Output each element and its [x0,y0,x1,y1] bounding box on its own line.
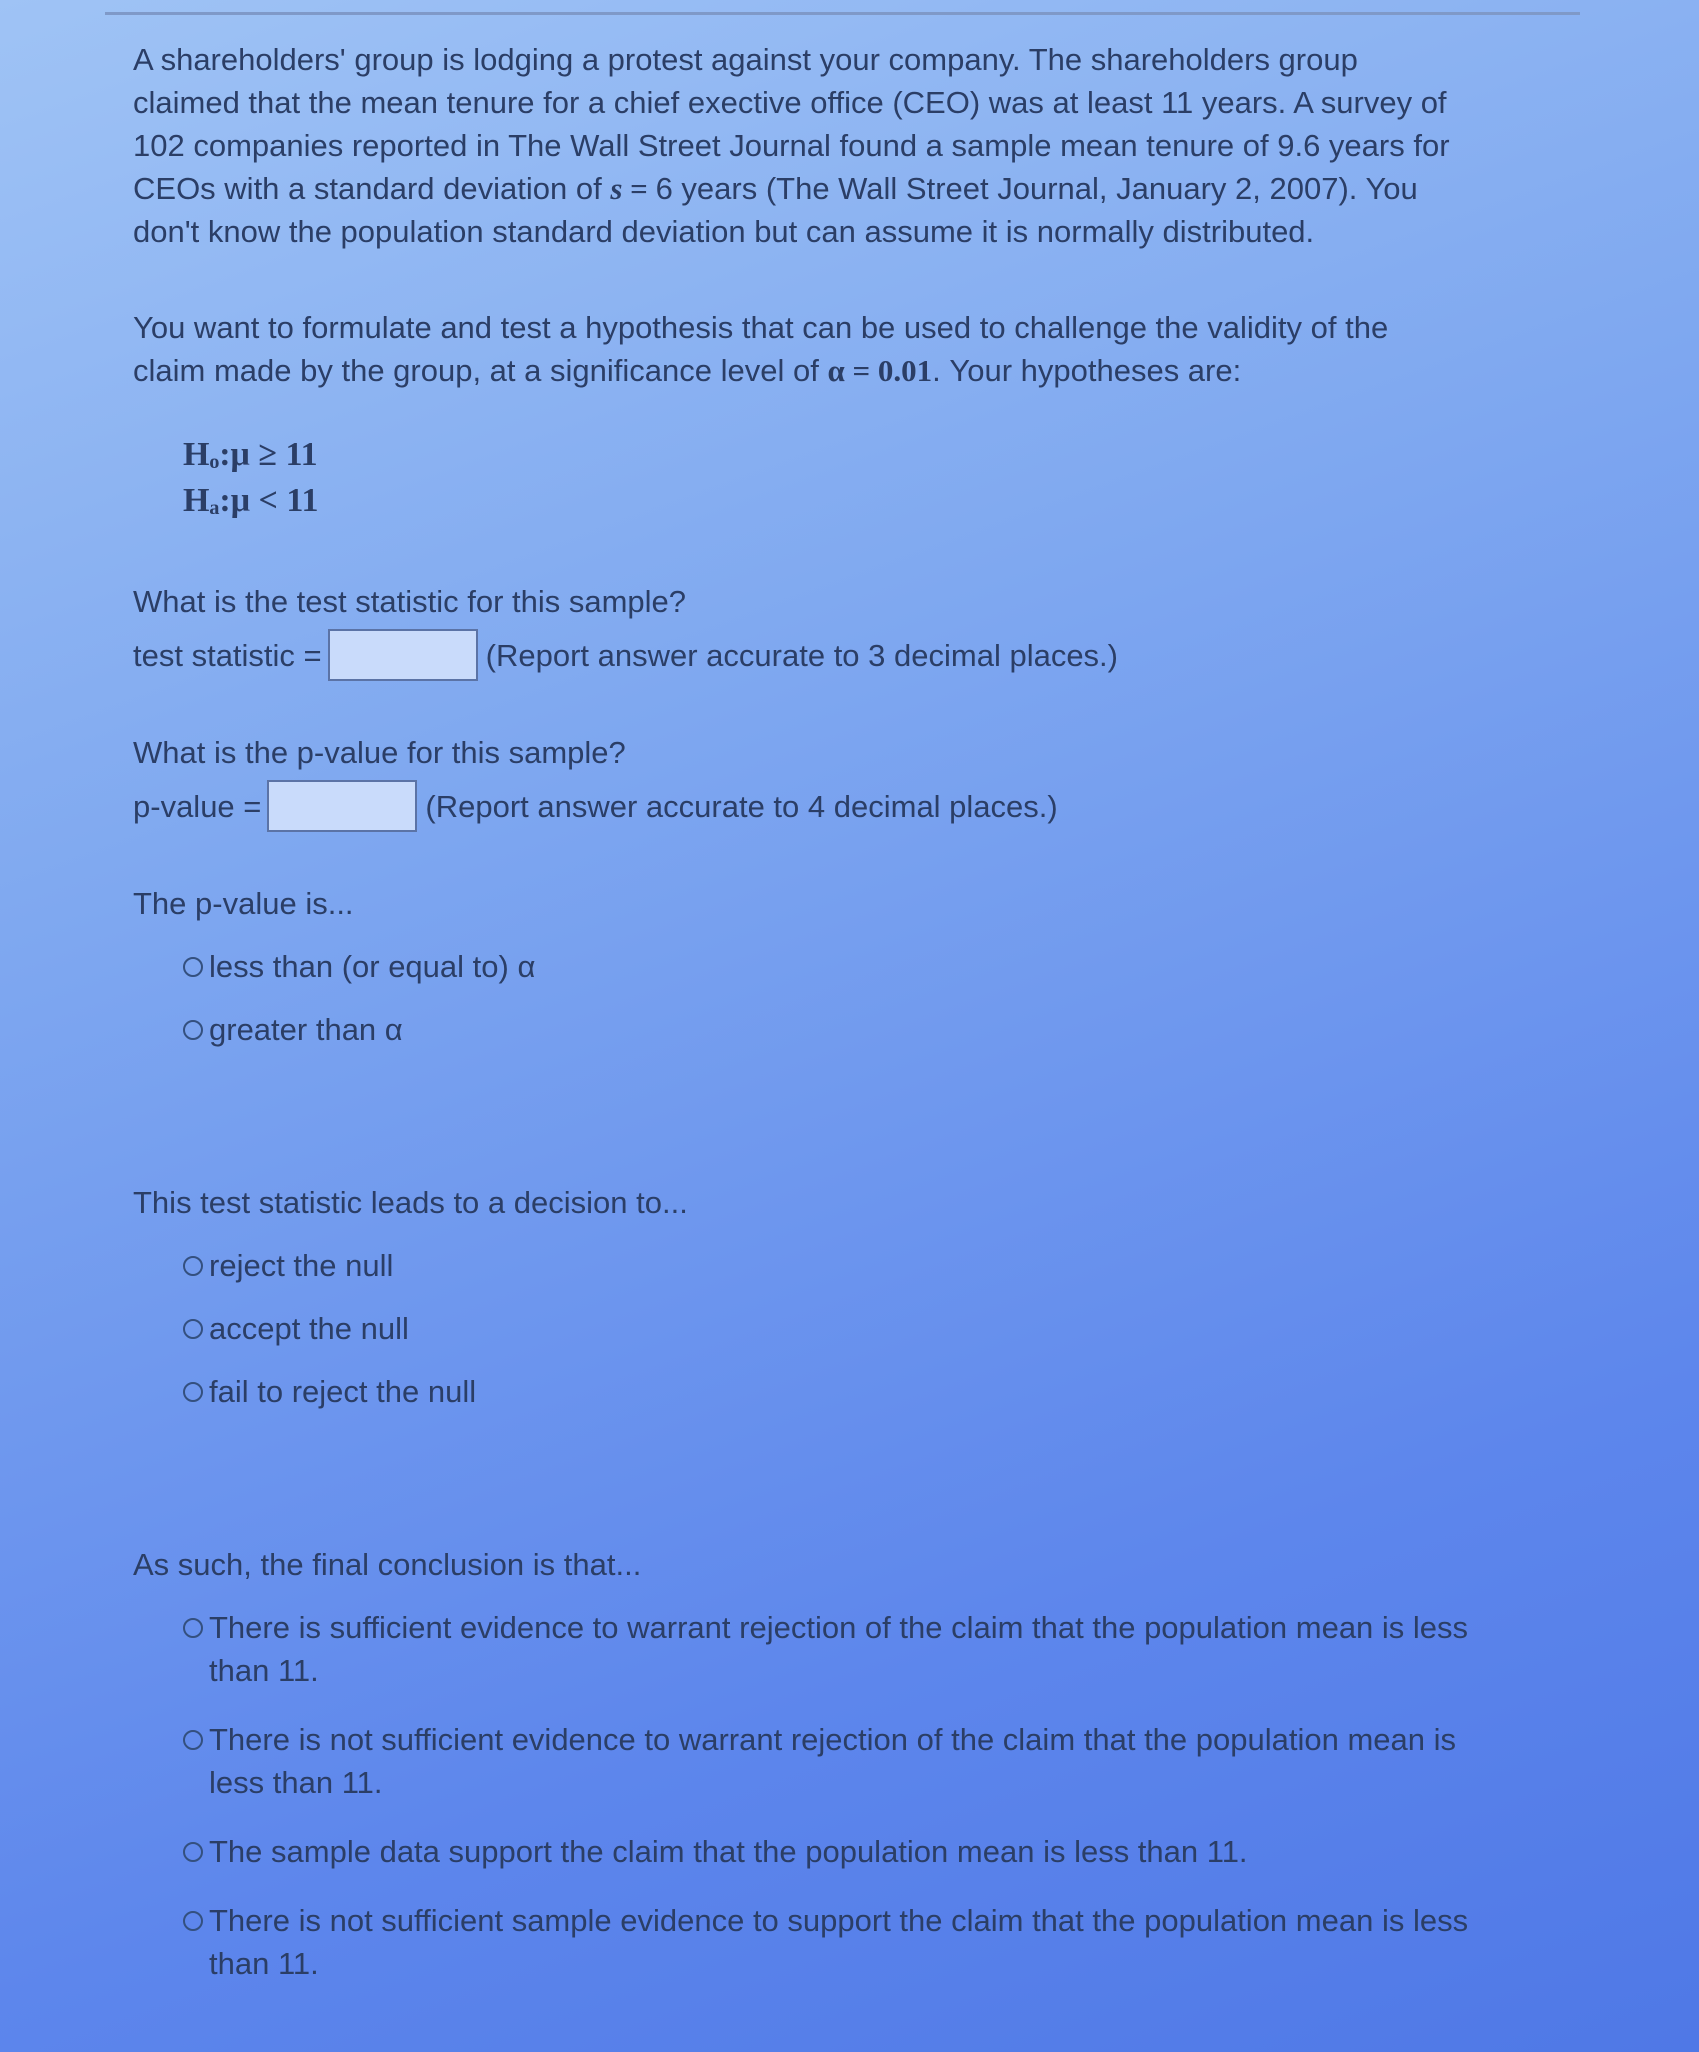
option-label: There is not sufficient evidence to warrant rejection of the claim that the population mean is less than 11. [209,1722,1457,1800]
spacer [133,1071,1483,1131]
decision-options [133,1244,1483,1413]
p-value-comparison-options [133,945,1483,1051]
decision-question [133,1181,1483,1413]
problem-text-part1: A shareholders' group is lodging a protest against your company. The shareholders group claimed that the mean tenure for a chief exective office (CEO) was at least 11 years. A survey of 102 companies reported in The Wall Street Journal found a sample mean tenure of 9.6 years for CEOs with a standard deviation of [133,42,1450,206]
conclusion-prompt: As such, the final conclusion is that... [133,1547,642,1582]
option-sample-supports-claim[interactable] [183,1830,1483,1873]
problem-statement [133,38,1463,253]
option-label: reject the null [209,1248,394,1283]
decision-prompt: This test statistic leads to a decision to... [133,1185,688,1220]
radio-button[interactable] [183,1842,203,1862]
radio-button[interactable] [183,1020,203,1040]
hypotheses [183,432,1483,524]
option-not-sufficient-sample-evidence[interactable] [183,1899,1483,1985]
option-not-sufficient-evidence-reject[interactable] [183,1718,1483,1804]
spacer [133,1433,1483,1493]
p-value-comparison-prompt: The p-value is... [133,886,354,921]
test-statistic-note: (Report answer accurate to 3 decimal places.) [485,637,1118,673]
test-statistic-prompt: What is the test statistic for this sample? [133,584,687,619]
instructions-text: You want to formulate and test a hypothesis that can be used to challenge the validity of the claim made by the group, at a significance level of [133,310,1389,388]
test-statistic-input[interactable] [328,629,478,681]
significance-level: α = 0.01 [827,353,933,388]
option-sufficient-evidence-reject[interactable] [183,1606,1483,1692]
s-symbol: s [610,171,623,206]
instructions-text-end: . Your hypotheses are: [932,353,1242,388]
equals-sign: = [622,171,656,206]
p-value-note: (Report answer accurate to 4 decimal places.) [425,788,1058,824]
radio-button[interactable] [183,1911,203,1931]
p-value-row [133,780,1483,832]
option-label: The sample data support the claim that the population mean is less than 11. [209,1834,1248,1869]
option-fail-to-reject-null[interactable] [183,1370,1483,1413]
p-value-label: p-value = [133,788,262,824]
radio-button[interactable] [183,1618,203,1638]
option-label: less than (or equal to) α [209,949,536,984]
option-accept-null[interactable] [183,1307,1483,1350]
p-value-prompt: What is the p-value for this sample? [133,735,626,770]
problem-text-part2: 6 years (The Wall Street Journal, January 2, 2007). You don't know the population standard deviation but can assume it is normally distributed. [133,171,1418,249]
radio-button[interactable] [183,1256,203,1276]
question-content [133,38,1483,2011]
test-statistic-question [133,580,1483,681]
p-value-input[interactable] [267,780,417,832]
option-label: There is not sufficient sample evidence to support the claim that the population mean is less than 11. [209,1903,1469,1981]
option-reject-null[interactable] [183,1244,1483,1287]
hypothesis-instructions [133,306,1463,392]
option-label: accept the null [209,1311,409,1346]
option-greater-than-alpha[interactable] [183,1008,1483,1051]
radio-button[interactable] [183,1730,203,1750]
radio-button[interactable] [183,957,203,977]
p-value-comparison-question [133,882,1483,1051]
test-statistic-label: test statistic = [133,637,322,673]
conclusion-question [133,1543,1483,1985]
option-less-than-alpha[interactable] [183,945,1483,988]
test-statistic-row [133,629,1483,681]
null-hypothesis: Hₒ:μ ≥ 11 [183,436,318,473]
radio-button[interactable] [183,1382,203,1402]
option-label: greater than α [209,1012,403,1047]
p-value-question [133,731,1483,832]
alternative-hypothesis: Hₐ:μ < 11 [183,482,319,519]
conclusion-options [133,1606,1483,1985]
top-divider [105,0,1580,15]
option-label: There is sufficient evidence to warrant rejection of the claim that the population mean is less than 11. [209,1610,1469,1688]
option-label: fail to reject the null [209,1374,477,1409]
radio-button[interactable] [183,1319,203,1339]
